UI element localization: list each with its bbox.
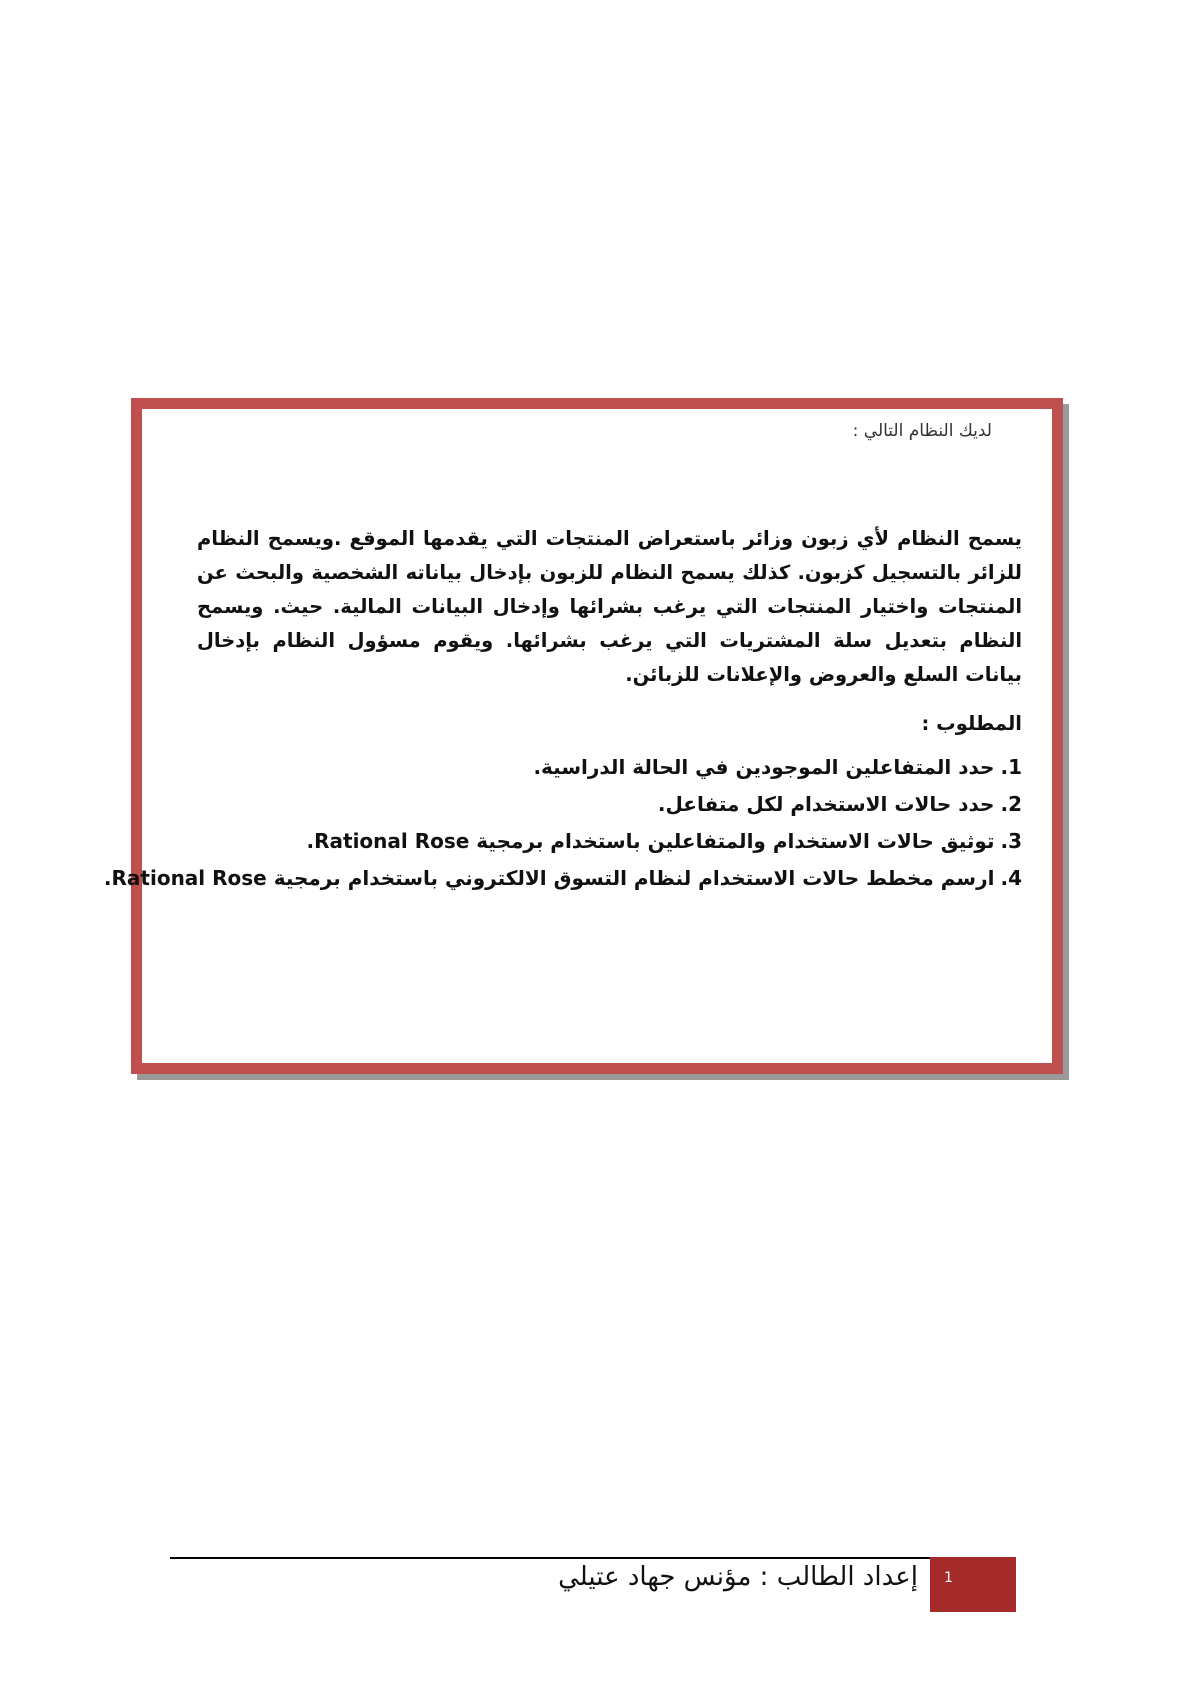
requirement-number: 4. [1000, 866, 1022, 890]
requirements-label: المطلوب : [921, 712, 1022, 735]
page-number-box [930, 1557, 1016, 1612]
footer-divider [170, 1557, 930, 1559]
requirement-item [197, 786, 1022, 823]
requirement-number: 2. [1000, 792, 1022, 816]
requirement-item [197, 749, 1022, 786]
requirement-text: ارسم مخطط حالات الاستخدام لنظام التسوق الالكتروني باستخدام برمجية Rational Rose. [103, 866, 995, 890]
intro-text: لديك النظام التالي : [852, 421, 992, 441]
assignment-frame [103, 398, 1063, 1074]
page-number: 1 [944, 1570, 953, 1586]
requirement-item [103, 860, 1022, 897]
footer-author: إعداد الطالب : مؤنس جهاد عتيلي [558, 1562, 918, 1592]
requirements-list [103, 749, 1022, 897]
requirement-number: 3. [1000, 829, 1022, 853]
requirement-item [197, 823, 1022, 860]
requirement-text: حدد حالات الاستخدام لكل متفاعل. [657, 792, 995, 816]
requirement-number: 1. [1000, 755, 1022, 779]
system-description: يسمح النظام لأي زبون وزائر باستعراض المنتجات التي يقدمها الموقع .ويسمح النظام للزائر بالتسجيل كزبون. كذلك يسمح النظام للزبون بإدخال بياناته الشخصية والبحث عن المنتجات واختيار المنتجات التي يرغب بشرائها وإدخال البيانات المالية. حيث. ويسمح النظام بتعديل سلة المشتريات التي يرغب بشرائها. ويقوم مسؤول النظام بإدخال بيانات السلع والعروض والإعلانات للزبائن. [197, 527, 1022, 686]
assignment-content [103, 409, 1022, 1063]
requirement-text: توثيق حالات الاستخدام والمتفاعلين باستخدام برمجية Rational Rose. [306, 829, 995, 853]
requirement-text: حدد المتفاعلين الموجودين في الحالة الدراسية. [533, 755, 995, 779]
